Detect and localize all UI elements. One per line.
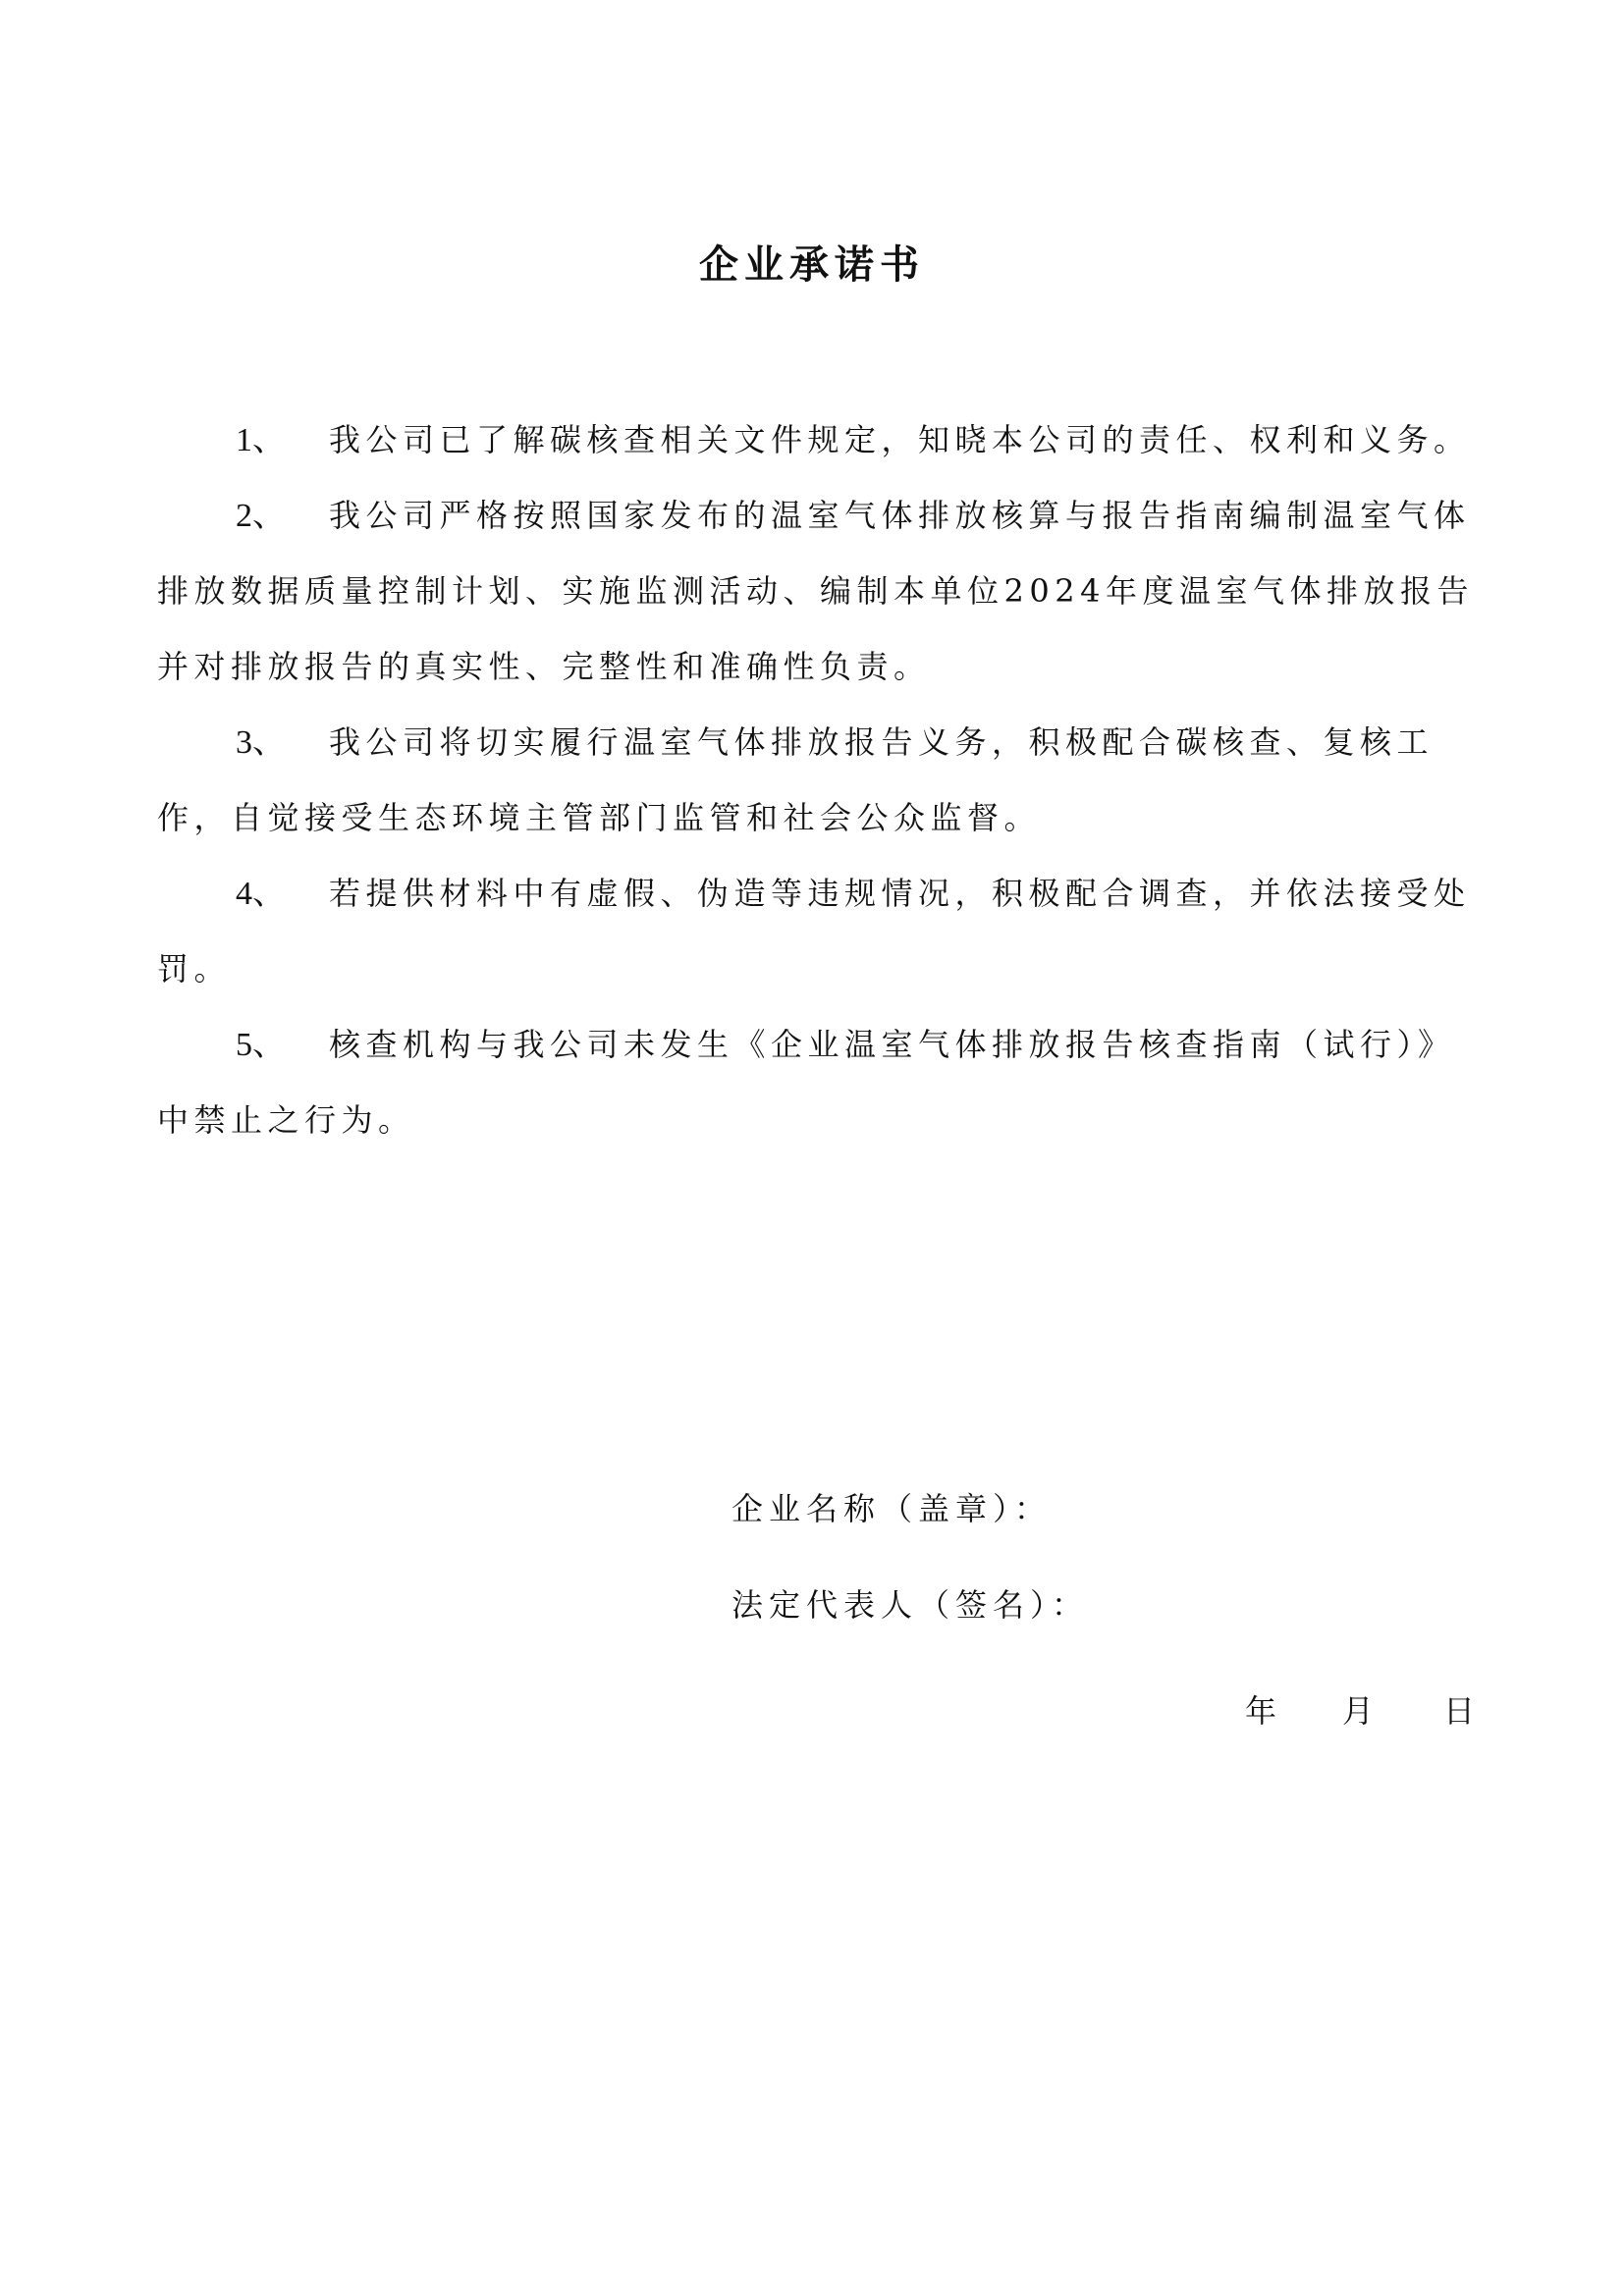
commitment-item-3 [157,705,1478,856]
item-text: 我公司严格按照国家发布的温室气体排放核算与报告指南编制温室气体排放数据质量控制计划、实施监测活动、编制本单位2024年度温室气体排放报告并对排放报告的真实性、完整性和准确性负责。 [157,497,1474,685]
item-number: 3、 [236,724,286,761]
commitment-item-5 [157,1007,1478,1158]
commitment-item-2 [157,478,1478,705]
commitment-item-4 [157,856,1478,1007]
company-name-label: 企业名称（盖章）： [731,1490,1053,1527]
commitment-list [157,402,1478,1158]
item-text: 我公司已了解碳核查相关文件规定，知晓本公司的责任、权利和义务。 [329,421,1471,458]
item-number: 1、 [236,422,286,458]
date-year-label: 年 [1245,1692,1277,1730]
item-text: 核查机构与我公司未发生《企业温室气体排放报告核查指南（试行）》中禁止之行为。 [157,1026,1455,1139]
item-number: 4、 [236,876,286,912]
page-title: 企业承诺书 [699,241,925,288]
legal-representative-label: 法定代表人（签名）： [731,1586,1090,1624]
date-month-label: 月 [1342,1692,1375,1730]
item-number: 2、 [236,498,286,534]
date-day-label: 日 [1443,1692,1476,1730]
commitment-item-1 [157,402,1478,478]
item-number: 5、 [236,1027,286,1063]
item-text: 若提供材料中有虚假、伪造等违规情况，积极配合调查，并依法接受处罚。 [157,875,1471,988]
item-text: 我公司将切实履行温室气体排放报告义务，积极配合碳核查、复核工作，自觉接受生态环境主管部门监管和社会公众监督。 [157,723,1435,836]
